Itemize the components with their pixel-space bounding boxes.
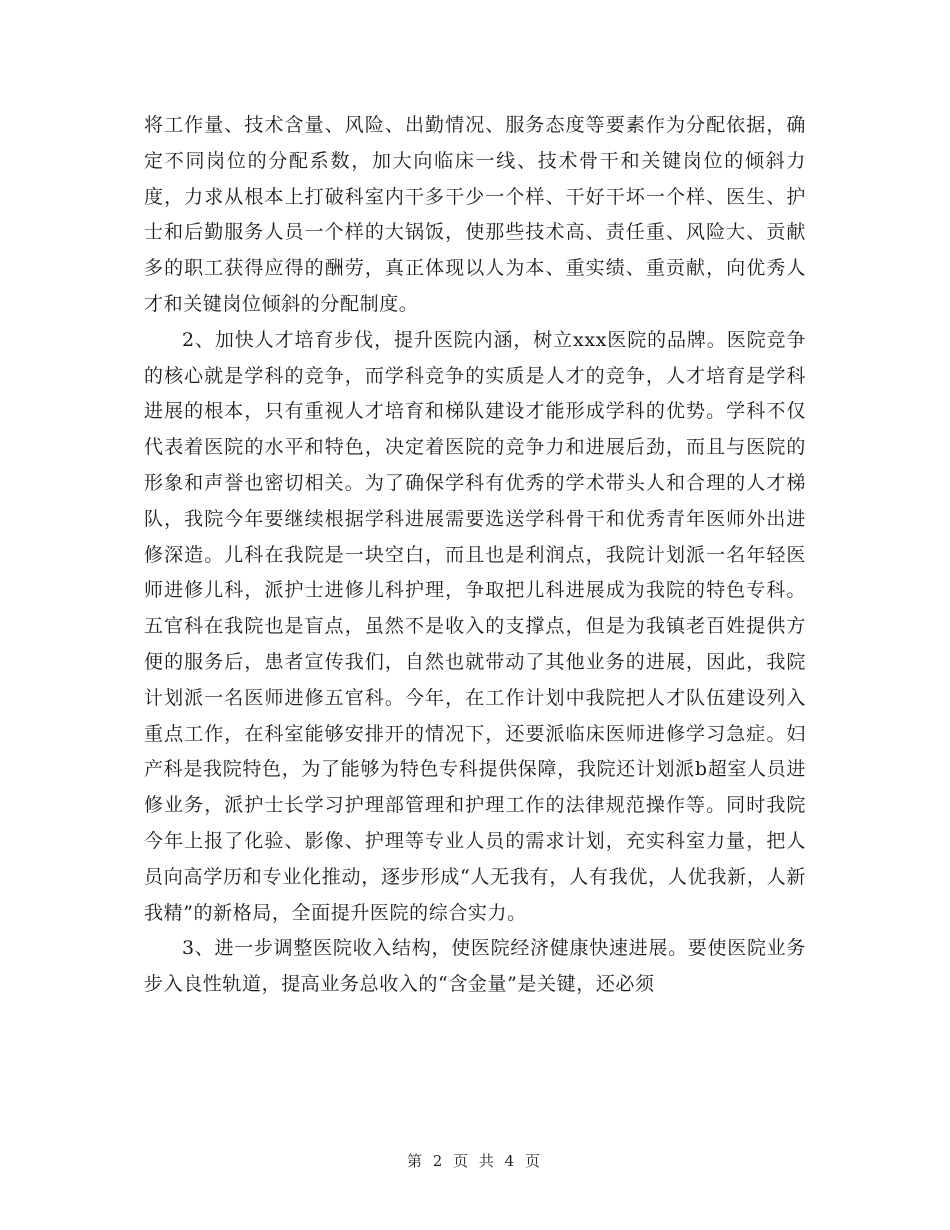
paragraph-talent-training: 2、加快人才培育步伐，提升医院内涵，树立xxx医院的品牌。医院竞争的核心就是学科的竞争，而学科竞争的实质是人才的竞争，人才培育是学科进展的根本，只有重视人才培育和梯队建设才能形成学科的优势。学科不仅代表着医院的水平和特色，决定着医院的竞争力和进展后劲，而且与医院的形象和声誉也密切相关。为了确保学科有优秀的学术带头人和合理的人才梯队，我院今年要继续根据学科进展需要选送学科骨干和优秀青年医师外出进修深造。儿科在我院是一块空白，而且也是利润点，我院计划派一名年轻医师进修儿科，派护士进修儿科护理，争取把儿科进展成为我院的特色专科。五官科在我院也是盲点，虽然不是收入的支撑点，但是为我镇老百姓提供方便的服务后，患者宣传我们，自然也就带动了其他业务的进展，因此，我院计划派一名医师进修五官科。今年，在工作计划中我院把人才队伍建设列入重点工作，在科室能够安排开的情况下，还要派临床医师进修学习急症。妇产科是我院特色，为了能够为特色专科提供保障，我院还计划派b超室人员进修业务，派护士长学习护理部管理和护理工作的法律规范操作等。同时我院今年上报了化验、影像、护理等专业人员的需求计划，充实科室力量，把人员向高学历和专业化推动，逐步形成“人无我有，人有我优，人优我新，人新我精”的新格局，全面提升医院的综合实力。 bbox=[144, 328, 806, 924]
page-footer: 第 2 页 共 4 页 bbox=[407, 1152, 543, 1170]
document-body bbox=[144, 108, 806, 1003]
paragraph-income-structure: 3、进一步调整医院收入结构，使医院经济健康快速进展。要使医院业务步入良性轨道，提高业务总收入的“含金量”是关键，还必须 bbox=[144, 937, 806, 996]
paragraph-continuation: 将工作量、技术含量、风险、出勤情况、服务态度等要素作为分配依据，确定不同岗位的分配系数，加大向临床一线、技术骨干和关键岗位的倾斜力度，力求从根本上打破科室内干多干少一个样、干好干坏一个样、医生、护士和后勤服务人员一个样的大锅饭，使那些技术高、责任重、风险大、贡献多的职工获得应得的酬劳，真正体现以人为本、重实绩、重贡献，向优秀人才和关键岗位倾斜的分配制度。 bbox=[144, 114, 806, 315]
